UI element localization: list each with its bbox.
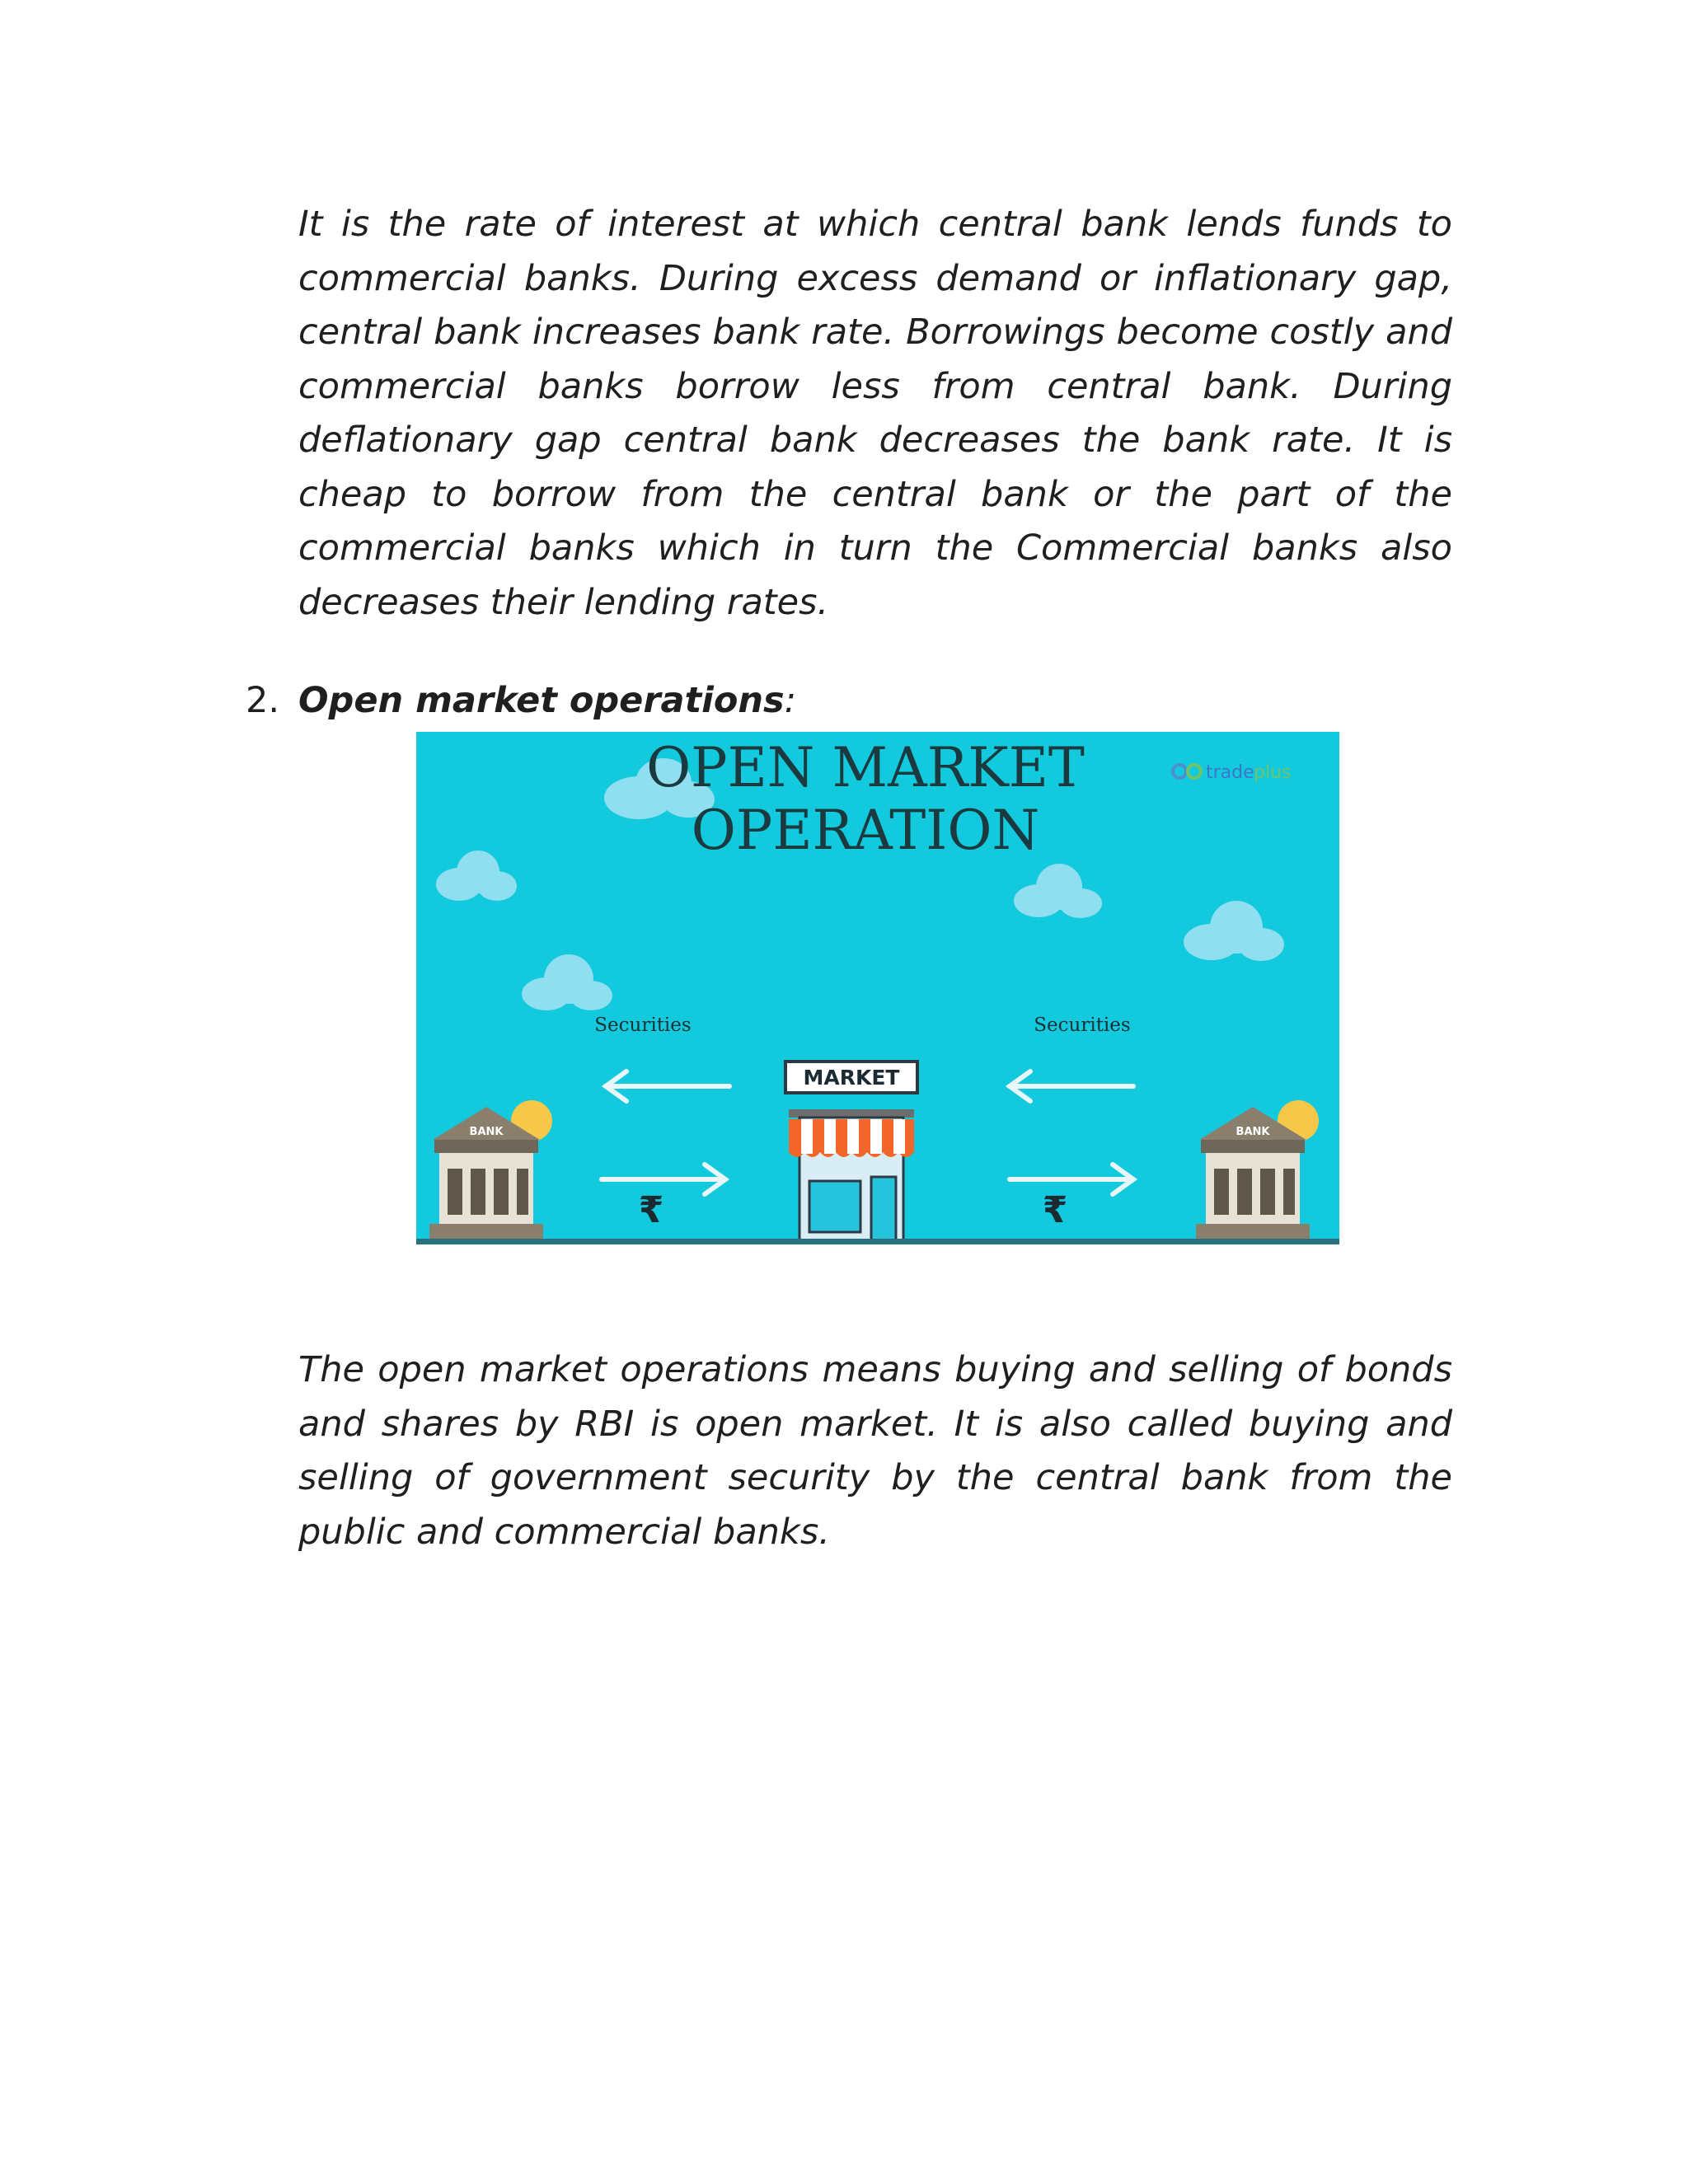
list-item-open-market-operations xyxy=(246,674,796,728)
rupee-icon: ₹ xyxy=(638,1189,664,1231)
logo-text: trade xyxy=(1206,762,1254,783)
open-market-operation-illustration xyxy=(416,732,1339,1244)
bank-sign-right: BANK xyxy=(1236,1126,1270,1138)
market-sign-label: MARKET xyxy=(803,1066,900,1090)
rupee-icon: ₹ xyxy=(1042,1189,1068,1231)
list-item-title: Open market operations xyxy=(298,680,785,721)
open-market-operations-paragraph: The open market operations means buying and selling of bonds and shares by RBI is open market. It is also called buying and selling of government security by the central bank from the public and commercial banks. xyxy=(298,1349,1452,1553)
list-item-colon: : xyxy=(784,680,797,721)
figure-title-line-1: OPEN MARKET xyxy=(646,736,1085,799)
market-building-icon xyxy=(785,1062,917,1244)
awning xyxy=(789,1119,914,1157)
securities-label-left: Securities xyxy=(594,1015,692,1036)
figure-title-line-2: OPERATION xyxy=(691,799,1040,862)
logo-accent: plus xyxy=(1254,762,1292,783)
securities-label-right: Securities xyxy=(1034,1015,1131,1036)
bank-sign-left: BANK xyxy=(469,1126,504,1138)
list-number: 2. xyxy=(246,680,280,721)
bank-rate-paragraph: It is the rate of interest at which central bank lends funds to commercial banks. During excess demand or inflationary gap, central bank increases bank rate. Borrowings become costly and commercial banks borrow less from central bank. During deflationary gap central bank decreases the bank rate. It is cheap to borrow from the central bank or the part of the commercial banks which in turn the Commercial banks also decreases their lending rates. xyxy=(298,204,1452,623)
